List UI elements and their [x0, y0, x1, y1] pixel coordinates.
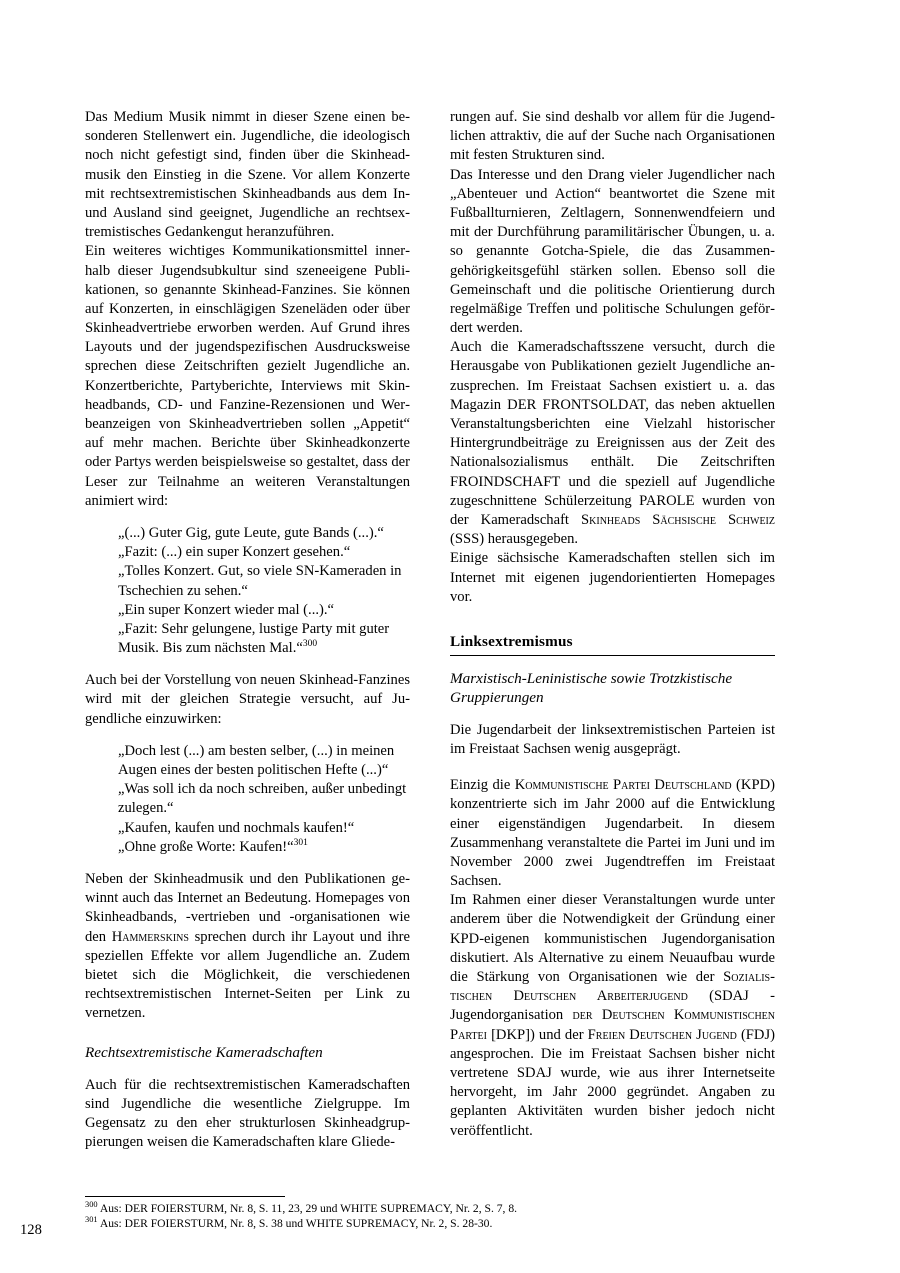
quote-line-with-footnote: [118, 620, 410, 658]
quote-line-with-footnote: [118, 838, 410, 857]
text-run: (KPD) konzentrierte sich im Jahr 2000 auf die Entwicklung einer eigenständigen Jugendarbeit. In diesem Zusammenhang veranstaltete die Partei im Juni und im November 2000 zwei Jugendtreffen im Freistaat Sachsen.: [450, 777, 775, 890]
text-run: [DKP]) und der: [486, 1026, 588, 1043]
right-column: [450, 108, 775, 1153]
footnote-marker-300: 300: [302, 639, 318, 650]
text-run: Auch die Kameradschaftsszene versucht, durch die Herausgabe von Publikationen gezielt Jugendliche anzusprechen. Im Freistaat Sachsen existiert u. a. das Magazin DER FRONTSOLDAT, das neben aktuellen Veranstaltungsberichten eine Vielzahl historischer Hintergrundbeiträge zu Ereignissen aus der Zeit des Nationalsozialismus enthält. Die Zeitschriften FROINDSCHAFT und die speziell auf Jugendliche zugeschnittene Schülerzeitung PAROLE wurden von der Kameradschaft: [450, 339, 775, 528]
paragraph-medium-musik: Das Medium Musik nimmt in dieser Szene einen besonderen Stellenwert ein. Jugendliche, die ideologisch noch nicht gefestigt sind, finden über die Skinheadmusik den Einstieg in die Szene. Vor allem Konzerte mit rechtsextremistischen Skinheadbands aus dem In- und Ausland sind geeignet, Jugendliche an rechtsextremistisches Gedankengut heranzuführen.: [85, 109, 410, 241]
quote-line: „Was soll ich da noch schreiben, außer unbedingt zulegen.“: [118, 781, 407, 817]
text-run: sprechen durch ihr Layout und ihre speziellen Effekte vor allem Jugendliche an. Zudem bietet sich die Möglichkeit, die verschiedenen rechtsextremistischen Internet-Seiten per Link zu vernetzen.: [85, 928, 410, 1022]
quote-line: „Tolles Konzert. Gut, so viele SN-Kameraden in Tschechien zu sehen.“: [118, 563, 402, 599]
smallcaps-fdj: Freien Deutschen Jugend: [587, 1026, 737, 1043]
quote-line: „Ein super Konzert wieder mal (...).“: [118, 601, 334, 618]
page-content: [85, 108, 775, 1178]
footnote-number: 300: [85, 1200, 98, 1210]
quote-line-text: „Fazit: Sehr gelungene, lustige Party mit guter Musik. Bis zum nächsten Mal.“: [118, 620, 390, 657]
paragraph-jugendarbeit-linksextremisten: Die Jugendarbeit der linksextremistischen Parteien ist im Freistaat Sachsen wenig ausgeprägt.: [450, 721, 775, 757]
smallcaps-hammerskins: Hammerskins: [111, 928, 189, 945]
quote-line: „Fazit: (...) ein super Konzert gesehen.“: [118, 544, 351, 561]
subheading-marxistisch-leninistische: Marxistisch-Leninistische sowie Trotzkistische Gruppierungen: [450, 669, 733, 707]
paragraph-internet-bedeutung: [85, 870, 410, 1024]
footnote-text: Aus: DER FOIERSTURM, Nr. 8, S. 38 und WHITE SUPREMACY, Nr. 2, S. 28-30.: [99, 1217, 493, 1231]
text-run: (SSS) herausgegeben.: [450, 531, 579, 548]
quote-line: „(...) Guter Gig, gute Leute, gute Bands (...).“: [118, 524, 384, 541]
paragraph-homepages-kameradschaften: Einige sächsische Kameradschaften stellen sich im Internet mit eigenen jugendorientierten Homepages vor.: [450, 550, 775, 605]
smallcaps-sdaj: Sozialistischen Deutschen Arbeiterjugend: [450, 969, 775, 1005]
page-number: 128: [20, 1222, 42, 1238]
quote-line: „Kaufen, kaufen und nochmals kaufen!“: [118, 819, 355, 836]
paragraph-kpd-jugendarbeit: [450, 776, 775, 891]
footnote-marker-301: 301: [293, 837, 308, 848]
footnote-number: 301: [85, 1215, 98, 1225]
paragraph-kommunikationsmittel: Ein weiteres wichtiges Kommunikationsmittel innerhalb dieser Jugendsubkultur sind szeneeigene Publikationen, so genannte Skinhead-Fanzines. Sie können auf Konzerten, in einschlägigen Szeneläden oder über Skinheadvertriebe erworben werden. Auf Grund ihres Layouts und der jugendspezifischen Ausdrucksweise sprechen diese Zeitschriften gezielt Jugendliche an. Konzertberichte, Partyberichte, Interviews mit Skinheadbands, CD- und Fanzine-Rezensionen und Werbeanzeigen von Skinheadvertrieben sollen „Appetit“ auf mehr machen. Berichte über Skinheadkonzerte oder Partys werden beispielsweise so gestaltet, dass der Leser zur Teilnahme an weiteren Veranstaltungen animiert wird:: [85, 243, 410, 509]
subheading-rechtsextremistische-kameradschaften: Rechtsextremistische Kameradschaften: [85, 1044, 323, 1062]
text-run: (FDJ) angesprochen. Die im Freistaat Sachsen bisher nicht vertretene SDAJ wurde, wie aus ihrer Internetseite hervorgeht, im Jahr 2000 gegründet. Angaben zu geplanten Aktivitäten wurden bisher jedoch nicht veröffentlicht.: [450, 1026, 775, 1139]
footnotes-area: [85, 1196, 775, 1232]
text-run: Einzig die: [450, 777, 515, 794]
footnote-entry: [85, 1201, 775, 1216]
smallcaps-kommunistische-partei-deutschland: Kommunistische Partei Deutschland: [514, 777, 732, 794]
text-run: Neben der Skinheadmusik und den Publikationen gewinnt auch das Internet an Bedeutung. Homepages von Skinheadbands, -vertrieben und -organisationen wie den: [85, 870, 410, 945]
footnote-separator: [85, 1196, 285, 1197]
paragraph-neue-fanzines: Auch bei der Vorstellung von neuen Skinhead-Fanzines wird mit der gleichen Strategie versucht, auf Jugendliche einzuwirken:: [85, 672, 410, 727]
quote-line-text: „Ohne große Worte: Kaufen!“: [118, 838, 294, 855]
text-run: Im Rahmen einer dieser Veranstaltungen wurde unter anderem über die Notwendigkeit der Gründung einer KPD-eigenen kommunistischen Jugendorganisation diskutiert. Als Alternative zu einem Neuaufbau wurde die Stärkung von Organisationen wie der: [450, 892, 775, 986]
section-divider: [450, 655, 775, 656]
paragraph-gliederungen: rungen auf. Sie sind deshalb vor allem für die Jugendlichen attraktiv, die auf der Suche nach Organisationen mit festen Strukturen sind.: [450, 109, 775, 164]
section-heading-linksextremismus: Linksextremismus: [450, 632, 573, 650]
left-column: [85, 108, 410, 1153]
paragraph-kameradschaftsszene-publikationen: [450, 338, 775, 549]
footnote-entry: [85, 1216, 775, 1231]
quote-line: „Doch lest (...) am besten selber, (...) in meinen Augen eines der besten politischen Hefte (...)“: [118, 742, 395, 778]
smallcaps-dkp: der Deutschen Kommunistischen Partei: [450, 1007, 775, 1043]
paragraph-kameradschaften-zielgruppe: Auch für die rechtsextremistischen Kameradschaften sind Jugendliche die wesentliche Zielgruppe. Im Gegensatz zu den eher strukturlosen Skinheadgruppierungen weisen die Kameradschaften klare Gliede-: [85, 1076, 410, 1151]
smallcaps-skinheads-saechsische-schweiz: Skinheads Sächsische Schweiz: [581, 511, 775, 528]
footnote-text: Aus: DER FOIERSTURM, Nr. 8, S. 11, 23, 29 und WHITE SUPREMACY, Nr. 2, S. 7, 8.: [99, 1202, 518, 1215]
two-column-layout: [85, 108, 775, 1153]
quote-block-fanzine-zitate: [85, 524, 410, 658]
paragraph-sdaj-dkp-fdj: [450, 891, 775, 1140]
text-run: (SDAJ - Jugendorganisation: [450, 988, 775, 1024]
quote-block-fanzine-werbung: [85, 742, 410, 857]
paragraph-abenteuer-action: Das Interesse und den Drang vieler Jugendlicher nach „Abenteuer und Action“ beantwortet die Szene mit Fußballturnieren, Zeltlagern, Sonnenwendfeiern und mit der Durchführung paramilitärischer Übungen, u. a. so genannte Gotcha-Spiele, die das Zusammengehörigkeitsgefühl stärken sollen. Ebenso soll die Gemeinschaft und die politische Orientierung durch regelmäßige Treffen und politische Schulungen gefördert werden.: [450, 166, 775, 337]
